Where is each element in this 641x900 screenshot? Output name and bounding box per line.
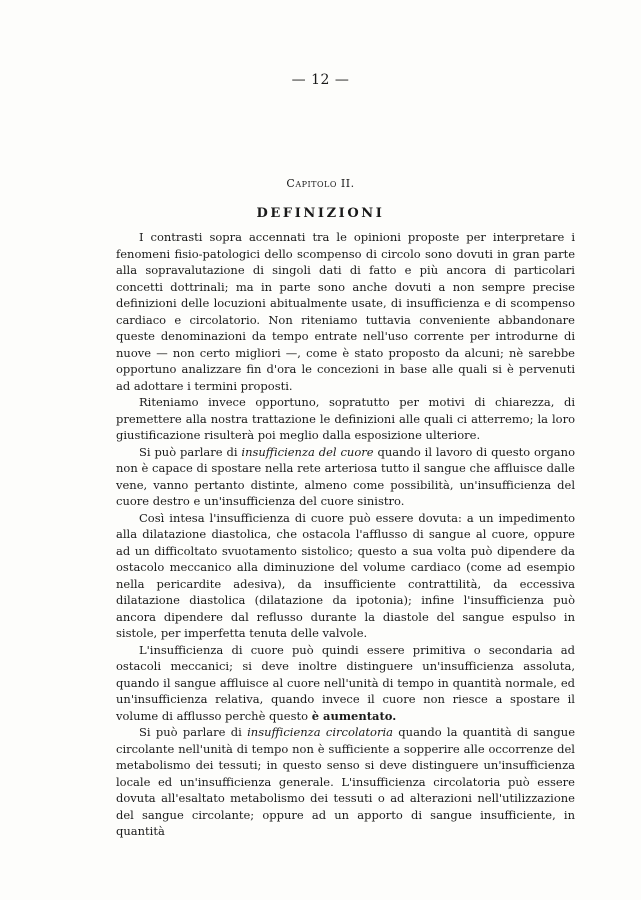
section-title: DEFINIZIONI	[256, 206, 385, 221]
paragraph-3-rest: quando il lavoro di questo organo non è capace di spostare nella rete arteriosa tutto il sangue che affluisce dalle vene, vanno pertanto distinte, almeno come possibilità, un'insufficienza del cuore destro e un'insufficienza del cuore sinistro.	[116, 444, 575, 508]
paragraph-5-lead: L'insufficienza di cuore può quindi essere primitiva o secondaria ad ostacoli meccanici; si deve inoltre distinguere un'insufficienza assoluta, quando il sangue affluisce al cuore nell'unità di tempo in quantità normale, ed un'insufficienza relativa, quando invece il cuore non riesce a spostare il volume di afflusso perchè questo	[116, 642, 575, 723]
paragraph-2: Riteniamo invece opportuno, sopratutto per motivi di chiarezza, di premettere alla nostra trattazione le definizioni alle quali ci atterremo; la loro giustificazione risulterà poi meglio dalla esposizione ulteriore.	[116, 395, 575, 442]
paragraph-5	[116, 642, 575, 725]
paragraph-6-lead: Si può parlare di	[139, 725, 248, 739]
paragraph-3	[116, 444, 575, 510]
term-insufficienza-del-cuore: insufficienza del cuore	[241, 444, 374, 459]
paragraph-6	[116, 724, 575, 840]
term-insufficienza-circolatoria: insufficienza circolatoria	[247, 725, 393, 739]
paragraph-5-bold: è aumentato.	[311, 708, 397, 723]
body-text	[116, 229, 575, 840]
paragraph-1: I contrasti sopra accennati tra le opinioni proposte per interpretare i fenomeni fisio-patologici dello scompenso di circolo sono dovuti in gran parte alla sopravalutazione di singoli dati di fatto e più ancora di particolari concetti dottrinali; ma in parte sono anche dovuti a non sempre precise definizioni delle locuzioni abitualmente usate, di insufficienza e di scompenso cardiaco e circolatorio. Non riteniamo tuttavia conveniente abbandonare queste denominazioni da tempo entrate nell'uso corrente per introdurne di nuove — non certo migliori —, come è stato proposto da alcuni; nè sarebbe opportuno analizzare fin d'ora le concezioni in base alle quali si è pervenuti ad adottare i termini proposti.	[116, 230, 575, 393]
paragraph-3-lead: Si può parlare di	[139, 444, 242, 459]
paragraph-6-rest: quando la quantità di sangue circolante nell'unità di tempo non è sufficiente a sopperire alle occorrenze del metabolismo dei tessuti; in questo senso si deve distinguere un'insufficienza locale ed un'insufficienza generale. L'insufficienza circolatoria può essere dovuta all'esaltato metabolismo dei tessuti o ad alterazioni nell'utilizzazione del sangue circolante; oppure ad un apporto di sangue insufficiente, in quantità	[116, 725, 575, 838]
paragraph-4: Così intesa l'insufficienza di cuore può essere dovuta: a un impedimento alla dilatazione diastolica, che ostacola l'afflusso di sangue al cuore, oppure ad un difficoltato svuotamento sistolico; questo a sua volta può dipendere da ostacolo meccanico alla diminuzione del volume cardiaco (come ad esempio nella pericardite adesiva), da insufficiente contrattilità, da eccessiva dilatazione diastolica (dilatazione da ipotonia); infine l'insufficienza può ancora dipendere dal reflusso durante la diastole del sangue espulso in sistole, per imperfetta tenuta delle valvole.	[116, 510, 575, 640]
page-number: — 12 —	[291, 72, 350, 88]
chapter-label: Capitolo II.	[286, 177, 355, 190]
chapter-heading	[0, 176, 641, 190]
